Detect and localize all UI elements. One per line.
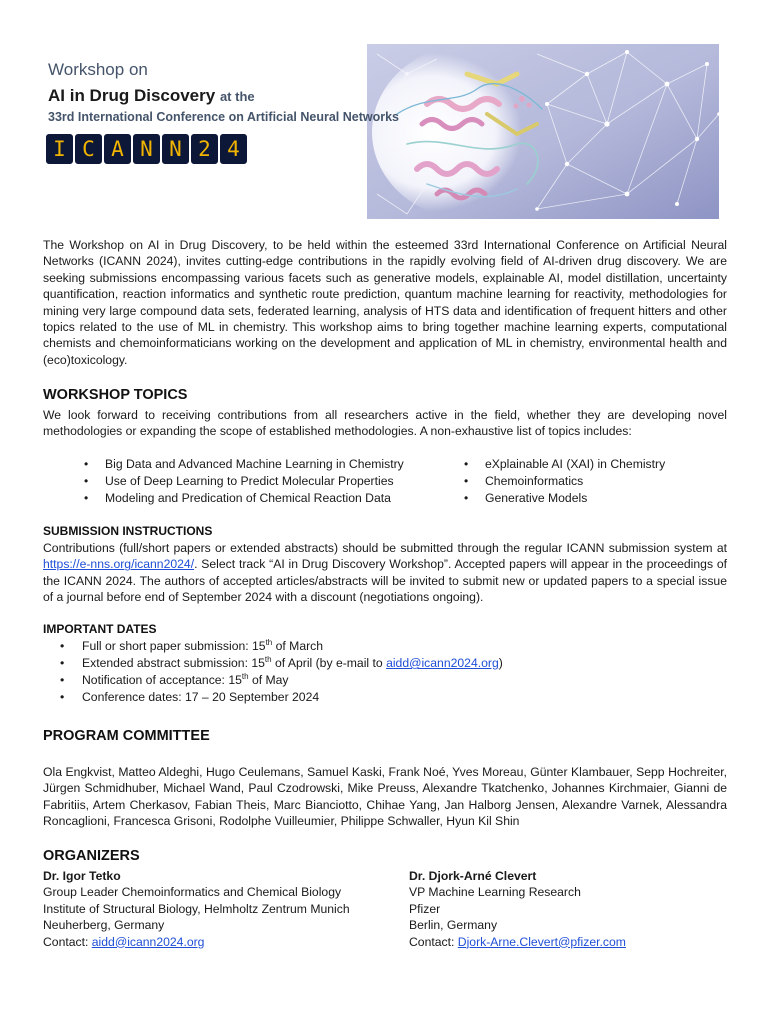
contact-label: Contact: [409, 934, 458, 949]
protein-network-image [367, 44, 719, 219]
logo-letter: A [104, 134, 131, 164]
logo-letter: 2 [191, 134, 218, 164]
organizer-email-link[interactable]: aidd@icann2024.org [91, 934, 205, 949]
list-item: • eXplainable AI (XAI) in Chemistry [460, 456, 665, 473]
list-item [60, 672, 503, 689]
organizer-location: Berlin, Germany [409, 918, 498, 933]
workshop-kicker: Workshop on [48, 60, 148, 79]
workshop-title-suffix: at the [219, 89, 255, 104]
workshop-title-text: AI in Drug Discovery [48, 86, 216, 105]
protein-network-illustration [367, 44, 719, 219]
organizer-institute: Pfizer [409, 901, 441, 916]
organizer-left [43, 868, 350, 950]
committee-members: Ola Engkvist, Matteo Aldeghi, Hugo Ceulemans, Samuel Kaski, Frank Noé, Yves Moreau, Günter Klambauer, Sepp Hochreiter, Jürgen Schmidhuber, Michael Wand, Paul Czodrowski, Mike Preuss, Alexandre Tkatchenko, Johannes Kirchmaier, Gianni de Fabritiis, Artem Cherkasov, Fabian Theis, Marc Bianciotto, Chihae Yang, Jan Halborg Jensen, Alexandre Varnek, Alessandra Roncaglioni, Francesca Grisoni, Rodolphe Vuilleumier, Philippe Schwaller, Hyun Kil Shin [43, 765, 727, 829]
date-text: Notification of acceptance: 15 [82, 673, 242, 687]
dates-list [60, 638, 503, 706]
topics-intro: We look forward to receiving contributions from all researchers active in the field, whether they are developing novel methodologies or expanding the scope of established methodologies. A non-exhaustive list of topics includes: [43, 408, 727, 439]
organizer-role: Group Leader Chemoinformatics and Chemical Biology [43, 885, 342, 900]
logo-letter: C [75, 134, 102, 164]
date-text: of March [272, 639, 324, 653]
organizer-location: Neuherberg, Germany [43, 918, 165, 933]
submission-paragraph [43, 540, 727, 606]
logo-letter: N [133, 134, 160, 164]
dates-heading: IMPORTANT DATES [43, 622, 157, 636]
topics-heading: WORKSHOP TOPICS [43, 387, 188, 403]
intro-paragraph: The Workshop on AI in Drug Discovery, to be held within the esteemed 33rd International Conference on Artificial Neural Networks (ICANN 2024), invites cutting-edge contributions in the rapidly evolving field of AI-driven drug discovery. We are seeking submissions encompassing various facets such as generative models, explainable AI, model distillation, uncertainty quantification, reaction informatics and synthetic route prediction, quantum machine learning for reactivity, methodologies for mining very large compound data sets, federated learning, analysis of HTS data and identification of frequent hitters and other topics related to the use of ML in chemistry. This workshop aims to bring together machine learning experts, computational chemists and chemoinformaticians working on the development and application of ML in chemistry, environmental health and (eco)toxicology. [43, 238, 727, 367]
logo-letter: N [162, 134, 189, 164]
organizer-right [409, 868, 626, 950]
list-item [60, 655, 503, 672]
workshop-title [48, 86, 255, 106]
logo-letter: 4 [220, 134, 247, 164]
topics-left-column [80, 456, 404, 507]
topics-right-column [460, 456, 665, 507]
submission-text-before: Contributions (full/short papers or extended abstracts) should be submitted through the regular ICANN submission system at [43, 541, 727, 555]
date-text: of April (by e-mail to [271, 656, 387, 670]
date-ordinal: th [241, 671, 249, 681]
committee-heading: PROGRAM COMMITTEE [43, 728, 210, 744]
contact-label: Contact: [43, 934, 92, 949]
list-item: • Modeling and Predication of Chemical Reaction Data [80, 490, 404, 507]
organizer-role: VP Machine Learning Research [409, 885, 581, 900]
date-text: of May [248, 673, 289, 687]
list-item [60, 638, 503, 655]
submission-text-after: . Select track “AI in Drug Discovery Workshop”. Accepted papers will appear in the proceedings of the ICANN 2024. The authors of accepted articles/abstracts will be invited to submit new or updated papers to a special issue of a journal before end of September 2024 with a discount (negotiations ongoing). [43, 557, 727, 605]
icann24-logo [46, 134, 249, 166]
organizer-email-link[interactable]: Djork-Arne.Clevert@pfizer.com [457, 934, 626, 949]
list-item: • Chemoinformatics [460, 473, 665, 490]
organizer-contact [43, 934, 350, 950]
conference-name: 33rd International Conference on Artificial Neural Networks [48, 110, 400, 124]
logo-letter: I [46, 134, 73, 164]
list-item: • Big Data and Advanced Machine Learning in Chemistry [80, 456, 404, 473]
list-item: • Use of Deep Learning to Predict Molecular Properties [80, 473, 404, 490]
submission-link[interactable]: https://e-nns.org/icann2024/ [43, 557, 195, 572]
date-text: ) [498, 656, 503, 670]
list-item: • Generative Models [460, 490, 665, 507]
aidd-email-link[interactable]: aidd@icann2024.org [386, 656, 499, 670]
date-text: Full or short paper submission: 15 [82, 639, 266, 653]
organizers-heading: ORGANIZERS [43, 848, 140, 864]
organizer-name: Dr. Igor Tetko [43, 869, 121, 883]
list-item: • Conference dates: 17 – 20 September 2024 [60, 689, 503, 706]
organizer-name: Dr. Djork-Arné Clevert [409, 869, 537, 883]
date-ordinal: th [265, 637, 273, 647]
submission-heading: SUBMISSION INSTRUCTIONS [43, 524, 213, 538]
date-ordinal: th [264, 654, 272, 664]
date-text: Extended abstract submission: 15 [82, 656, 265, 670]
organizer-institute: Institute of Structural Biology, Helmholtz Zentrum Munich [43, 901, 350, 916]
organizer-contact [409, 934, 626, 950]
